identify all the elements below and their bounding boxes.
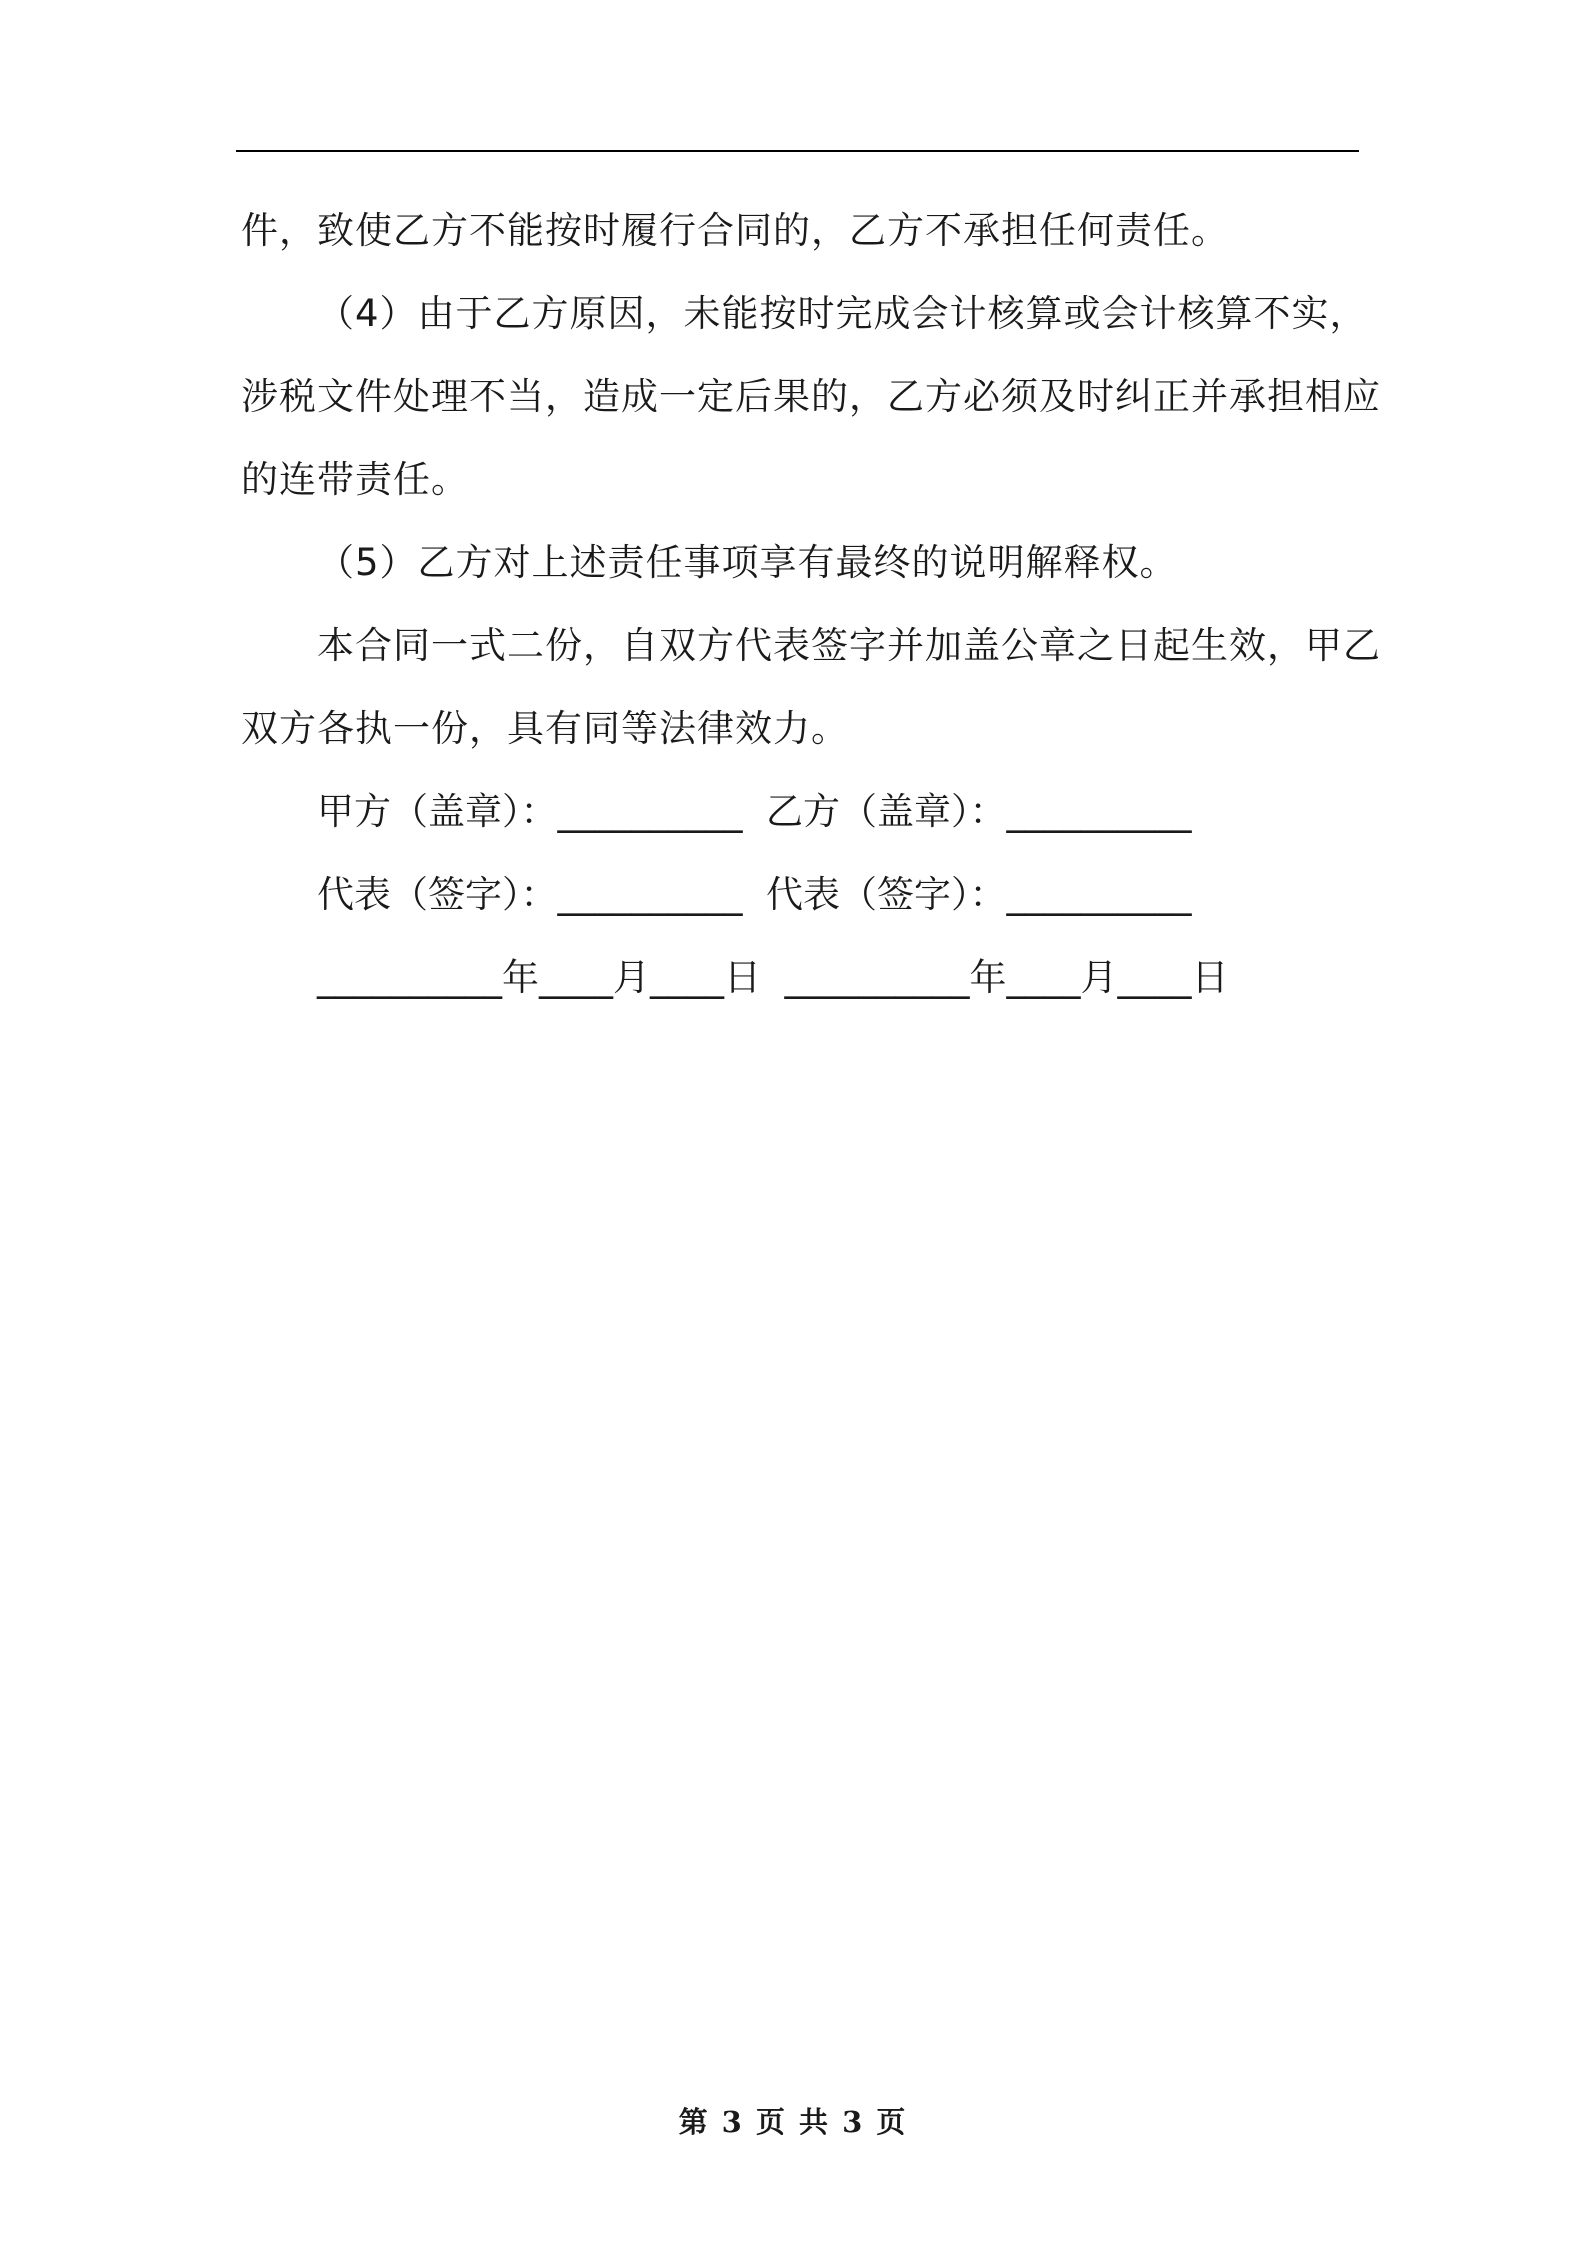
signature-row-date [241, 947, 1359, 1030]
signature-row-seal [241, 781, 1359, 864]
document-body [241, 200, 1381, 1030]
signature-row-rep [241, 864, 1359, 947]
party-b-rep-field[interactable]: 代表（签字）：__________ [766, 873, 1192, 916]
party-a-rep-field[interactable]: 代表（签字）：__________ [317, 873, 743, 916]
party-b-seal-field[interactable]: 乙方（盖章）：__________ [766, 790, 1192, 833]
paragraph-line: （5）乙方对上述责任事项享有最终的说明解释权。 [317, 541, 1178, 584]
paragraph-line: 的连带责任。 [241, 458, 469, 501]
party-a-seal-field[interactable]: 甲方（盖章）：__________ [317, 790, 743, 833]
party-a-date-field[interactable]: __________年____月____日 [317, 956, 761, 999]
paragraph-line: 件，致使乙方不能按时履行合同的，乙方不承担任何责任。 [241, 209, 1229, 252]
paragraph-line: 本合同一式二份，自双方代表签字并加盖公章之日起生效，甲乙 [317, 624, 1381, 667]
header-rule [236, 150, 1359, 152]
party-b-date-field[interactable]: __________年____月____日 [784, 956, 1229, 999]
page-footer: 第 3 页 共 3 页 [678, 2105, 908, 2139]
paragraph-line: 双方各执一份，具有同等法律效力。 [241, 707, 849, 750]
paragraph-line: 涉税文件处理不当，造成一定后果的，乙方必须及时纠正并承担相应 [241, 375, 1381, 418]
paragraph-line: （4）由于乙方原因，未能按时完成会计核算或会计核算不实， [317, 292, 1368, 335]
